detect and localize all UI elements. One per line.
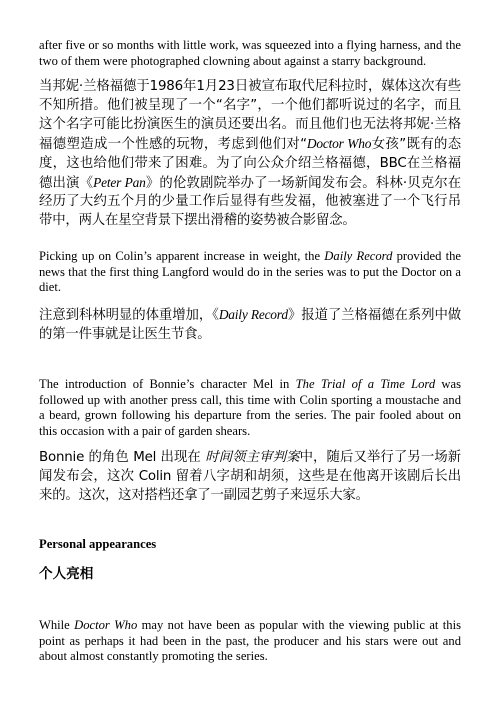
section-heading-zh: 个人亮相 <box>39 566 94 582</box>
italic-title: Daily Record <box>324 249 393 263</box>
paragraph-zh-1: 当邦妮·兰格福德于1986年1月23日被宣布取代尼科拉时，媒体这次有些不知所措。他们被呈现了一个“名字”，一个他们都听说过的名字，而且这个名字可能比扮演医生的演员还要出名。而且他们也无法将邦妮·兰格福德塑造成一个性感的玩物，考虑到他们对“Doctor Who女孩”既有的态度，这也给他们带来了困难。为了向公众介绍兰格福德，BBC在兰格福德出演《Peter Pan》的伦敦剧院举办了一场新闻发布会。科林·贝克尔在经历了大约五个月的少量工作后显得有些发福，他被塞进了一个飞行吊带中，两人在星空背景下摆出滑稽的姿势被合影留念。 <box>39 79 461 229</box>
paragraph-en-4: While Doctor Who may not have been as popular with the viewing public at this point as perhaps it had been in the past, the producer and his stars were out and about almost constantly promoting the series. <box>39 618 461 664</box>
italic-title: Doctor Who <box>306 135 372 151</box>
italic-title: Doctor Who <box>74 618 138 632</box>
paragraph-zh-3: Bonnie 的角色 Mel 出现在 时间领主审判案中，随后又举行了另一场新闻发布会，这次 Colin 留着八字胡和胡须，这些是在他离开该剧后长出来的。这次，这对搭档还拿了一副园艺剪子来逗乐大家。 <box>39 450 461 503</box>
paragraph-zh-2: 注意到科林明显的体重增加，《Daily Record》报道了兰格福德在系列中做的第一件事就是让医生节食。 <box>39 307 461 342</box>
italic-title: The Trial of a Time Lord <box>295 377 436 391</box>
paragraph-en-2: Picking up on Colin’s apparent increase in weight, the Daily Record provided the news that the first thing Langford would do in the series was to put the Doctor on a diet. <box>39 249 462 295</box>
paragraph-en-1: after five or so months with little work, was squeezed into a flying harness, and the two of them were photographed clowning about against a starry background. <box>39 38 461 68</box>
section-heading-en: Personal appearances <box>39 537 157 551</box>
italic-title: Peter Pan <box>93 174 146 190</box>
italic-title: 时间领主审判案 <box>205 450 300 465</box>
italic-title: Daily Record <box>218 307 288 322</box>
paragraph-en-3: The introduction of Bonnie’s character Mel in The Trial of a Time Lord was followed up with another press call, this time with Colin sporting a moustache and a beard, grown following his departure from the series. The pair fooled about on this occasion with a pair of garden shears. <box>39 377 461 438</box>
